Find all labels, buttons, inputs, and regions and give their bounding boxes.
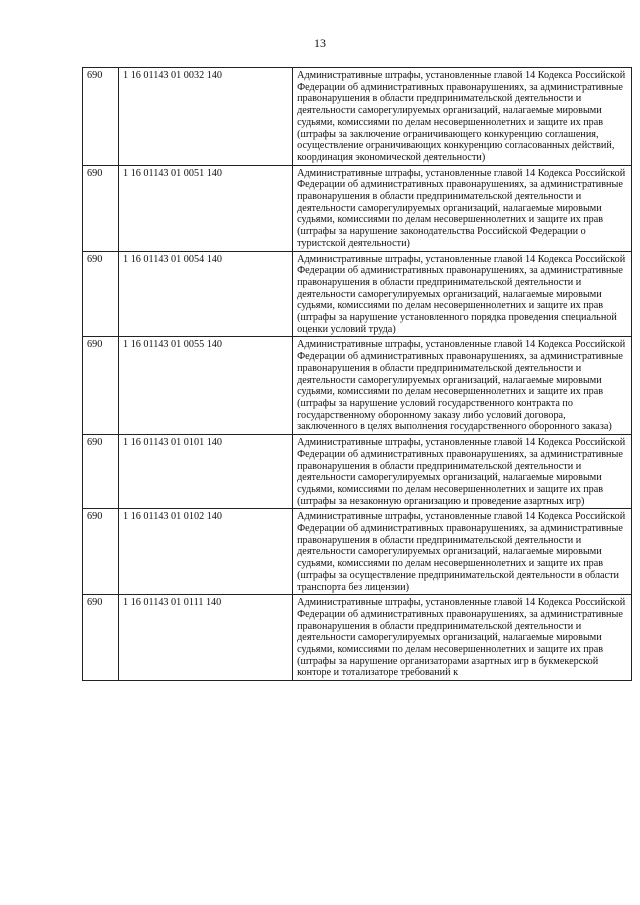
budget-code-cell: 1 16 01143 01 0055 140: [119, 337, 293, 435]
description-cell: Административные штрафы, установленные главой 14 Кодекса Российской Федерации об административных правонарушениях, за административные правонарушения в области предпринимательской деятельности и деятельности саморегулируемых организаций, налагаемые мировыми судьями, комиссиями по делам несовершеннолетних и защите их прав (штрафы за нарушение организаторами азартных игр в букмекерской конторе и тотализаторе требований к: [293, 595, 632, 681]
table-row: [83, 435, 632, 509]
page-number: 13: [314, 36, 326, 50]
table-row: [83, 337, 632, 435]
budget-code-cell: 1 16 01143 01 0032 140: [119, 68, 293, 166]
admin-code-cell: 690: [83, 337, 119, 435]
description-cell: Административные штрафы, установленные главой 14 Кодекса Российской Федерации об административных правонарушениях, за административные правонарушения в области предпринимательской деятельности и деятельности саморегулируемых организаций, налагаемые мировыми судьями, комиссиями по делам несовершеннолетних и защите их прав (штрафы за заключение ограничивающего конкуренцию соглашения, осуществление ограничивающих конкуренцию согласованных действий, координация экономической деятельности): [293, 68, 632, 166]
description-cell: Административные штрафы, установленные главой 14 Кодекса Российской Федерации об административных правонарушениях, за административные правонарушения в области предпринимательской деятельности и деятельности саморегулируемых организаций, налагаемые мировыми судьями, комиссиями по делам несовершеннолетних и защите их прав (штрафы за нарушение установленного порядка проведения специальной оценки условий труда): [293, 251, 632, 337]
admin-code-cell: 690: [83, 165, 119, 251]
table-row: [83, 509, 632, 595]
admin-code-cell: 690: [83, 435, 119, 509]
budget-code-cell: 1 16 01143 01 0102 140: [119, 509, 293, 595]
budget-code-cell: 1 16 01143 01 0111 140: [119, 595, 293, 681]
budget-codes-table: [82, 67, 632, 681]
table-row: [83, 68, 632, 166]
table-row: [83, 251, 632, 337]
description-cell: Административные штрафы, установленные главой 14 Кодекса Российской Федерации об административных правонарушениях, за административные правонарушения в области предпринимательской деятельности и деятельности саморегулируемых организаций, налагаемые мировыми судьями, комиссиями по делам несовершеннолетних и защите их прав (штрафы за нарушение законодательства Российской Федерации о туристской деятельности): [293, 165, 632, 251]
description-cell: Административные штрафы, установленные главой 14 Кодекса Российской Федерации об административных правонарушениях, за административные правонарушения в области предпринимательской деятельности и деятельности саморегулируемых организаций, налагаемые мировыми судьями, комиссиями по делам несовершеннолетних и защите их прав (штрафы за нарушение условий государственного контракта по государственному оборонному заказу либо условий договора, заключенного в целях выполнения государственного оборонного заказа): [293, 337, 632, 435]
admin-code-cell: 690: [83, 68, 119, 166]
budget-code-cell: 1 16 01143 01 0054 140: [119, 251, 293, 337]
budget-code-cell: 1 16 01143 01 0101 140: [119, 435, 293, 509]
table-row: [83, 165, 632, 251]
table-row: [83, 595, 632, 681]
admin-code-cell: 690: [83, 251, 119, 337]
description-cell: Административные штрафы, установленные главой 14 Кодекса Российской Федерации об административных правонарушениях, за административные правонарушения в области предпринимательской деятельности и деятельности саморегулируемых организаций, налагаемые мировыми судьями, комиссиями по делам несовершеннолетних и защите их прав (штрафы за незаконную организацию и проведение азартных игр): [293, 435, 632, 509]
admin-code-cell: 690: [83, 509, 119, 595]
description-cell: Административные штрафы, установленные главой 14 Кодекса Российской Федерации об административных правонарушениях, за административные правонарушения в области предпринимательской деятельности и деятельности саморегулируемых организаций, налагаемые мировыми судьями, комиссиями по делам несовершеннолетних и защите их прав (штрафы за осуществление предпринимательской деятельности в области транспорта без лицензии): [293, 509, 632, 595]
admin-code-cell: 690: [83, 595, 119, 681]
budget-code-cell: 1 16 01143 01 0051 140: [119, 165, 293, 251]
